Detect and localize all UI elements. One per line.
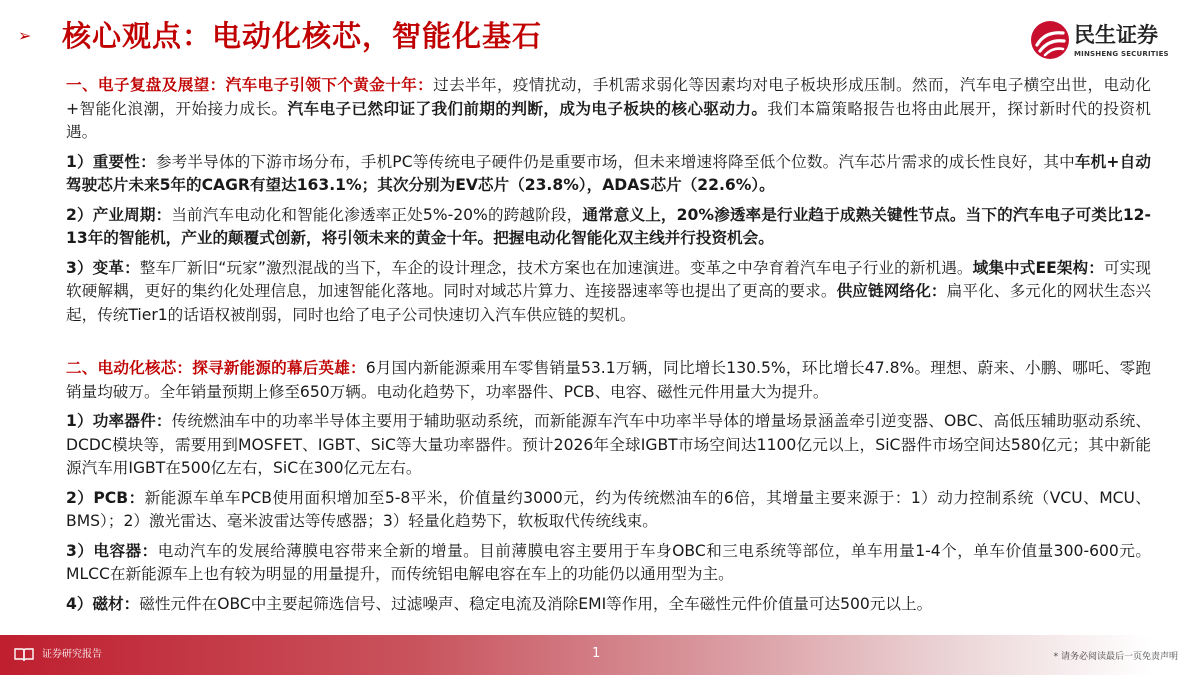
disclaimer-note: * 请务必阅读最后一页免责声明 bbox=[1053, 652, 1178, 662]
section1-heading: 一、电子复盘及展望：汽车电子引领下个黄金十年： bbox=[66, 76, 434, 94]
section-spacer bbox=[66, 333, 1151, 357]
section2-item-capacitor: 3）电容器：电动汽车的发展给薄膜电容带来全新的增量。目前薄膜电容主要用于车身OBC和三电系统等部位，单车用量1-4个，单车价值量300-600元。MLCC在新能源车上也有较为明显的用量提升，而传统铝电解电容在车上的功能仍以通用型为主。 bbox=[66, 541, 1151, 583]
section2-heading: 二、电动化核芯：探寻新能源的幕后英雄： bbox=[66, 359, 366, 377]
slide-header bbox=[0, 0, 1200, 72]
logo-name-cn: 民生证券 bbox=[1074, 23, 1158, 47]
book-icon bbox=[14, 648, 34, 662]
page-title: 核心观点：电动化核芯，智能化基石 bbox=[62, 19, 543, 53]
section2-item-magnetics: 4）磁材：磁性元件在OBC中主要起筛选信号、过滤噪声、稳定电流及消除EMI等作用，全车磁性元件价值量可达500元以上。 bbox=[66, 594, 933, 613]
section1-intro: 一、电子复盘及展望：汽车电子引领下个黄金十年：过去半年，疫情扰动，手机需求弱化等因素均对电子板块形成压制。然而，汽车电子横空出世，电动化+智能化浪潮，开始接力成长。汽车电子已然印证了我们前期的判断，成为电子板块的核心驱动力。我们本篇策略报告也将由此展开，探讨新时代的投资机遇。 bbox=[66, 76, 1151, 141]
slide-footer bbox=[0, 635, 1200, 675]
arrow-bullet-icon: ➢ bbox=[18, 26, 32, 45]
section2-item-pcb: 2）PCB：新能源车单车PCB使用面积增加至5-8平米，价值量约3000元，约为传统燃油车的6倍，其增量主要来源于：1）动力控制系统（VCU、MCU、BMS）；2）激光雷达、毫米波雷达等传感器；3）轻量化趋势下，软板取代传统线束。 bbox=[66, 488, 1152, 530]
company-logo bbox=[1030, 20, 1180, 64]
logo-emblem-icon bbox=[1030, 20, 1070, 60]
section1-item-cycle: 2）产业周期：当前汽车电动化和智能化渗透率正处5%-20%的跨越阶段，通常意义上，20%渗透率是行业趋于成熟关键性节点。当下的汽车电子可类比12-13年的智能机，产业的颠覆式创新，将引领未来的黄金十年。把握电动化智能化双主线并行投资机会。 bbox=[66, 205, 1152, 247]
page-number: 1 bbox=[592, 646, 601, 661]
section2-item-power-devices: 1）功率器件：传统燃油车中的功率半导体主要用于辅助驱动系统，而新能源车汽车中功率半导体的增量场景涵盖牵引逆变器、OBC、高低压辅助驱动系统、DCDC模块等，需要用到MOSFET、IGBT、SiC等大量功率器件。预计2026年全球IGBT市场空间达1100亿元以上，SiC器件市场空间达580亿元；其中新能源汽车用IGBT在500亿左右，SiC在300亿元左右。 bbox=[66, 412, 1151, 477]
section1-item-importance: 1）重要性：参考半导体的下游市场分布，手机PC等传统电子硬件仍是重要市场，但未来增速将降至低个位数。汽车芯片需求的成长性良好，其中车机+自动驾驶芯片未来5年的CAGR有望达163.1%；其次分别为EV芯片（23.8%），ADAS芯片（22.6%）。 bbox=[66, 152, 1151, 194]
main-content bbox=[66, 74, 1151, 622]
section2-intro: 二、电动化核芯：探寻新能源的幕后英雄：6月国内新能源乘用车零售销量53.1万辆，同比增长130.5%，环比增长47.8%。理想、蔚来、小鹏、哪吒、零跑销量均破万。全年销量预期上修至650万辆。电动化趋势下，功率器件、PCB、电容、磁性元件用量大为提升。 bbox=[66, 359, 1151, 401]
report-type-label: 证券研究报告 bbox=[42, 649, 102, 660]
logo-name-en: MINSHENG SECURITIES bbox=[1074, 50, 1169, 58]
section1-item-change: 3）变革：整车厂新旧“玩家”激烈混战的当下，车企的设计理念，技术方案也在加速演进。变革之中孕育着汽车电子行业的新机遇。域集中式EE架构：可实现软硬解耦，更好的集约化处理信息，加速智能化落地。同时对域芯片算力、连接器速率等也提出了更高的要求。供应链网络化：扁平化、多元化的网状生态兴起，传统Tier1的话语权被削弱，同时也给了电子公司快速切入汽车供应链的契机。 bbox=[66, 258, 1151, 324]
